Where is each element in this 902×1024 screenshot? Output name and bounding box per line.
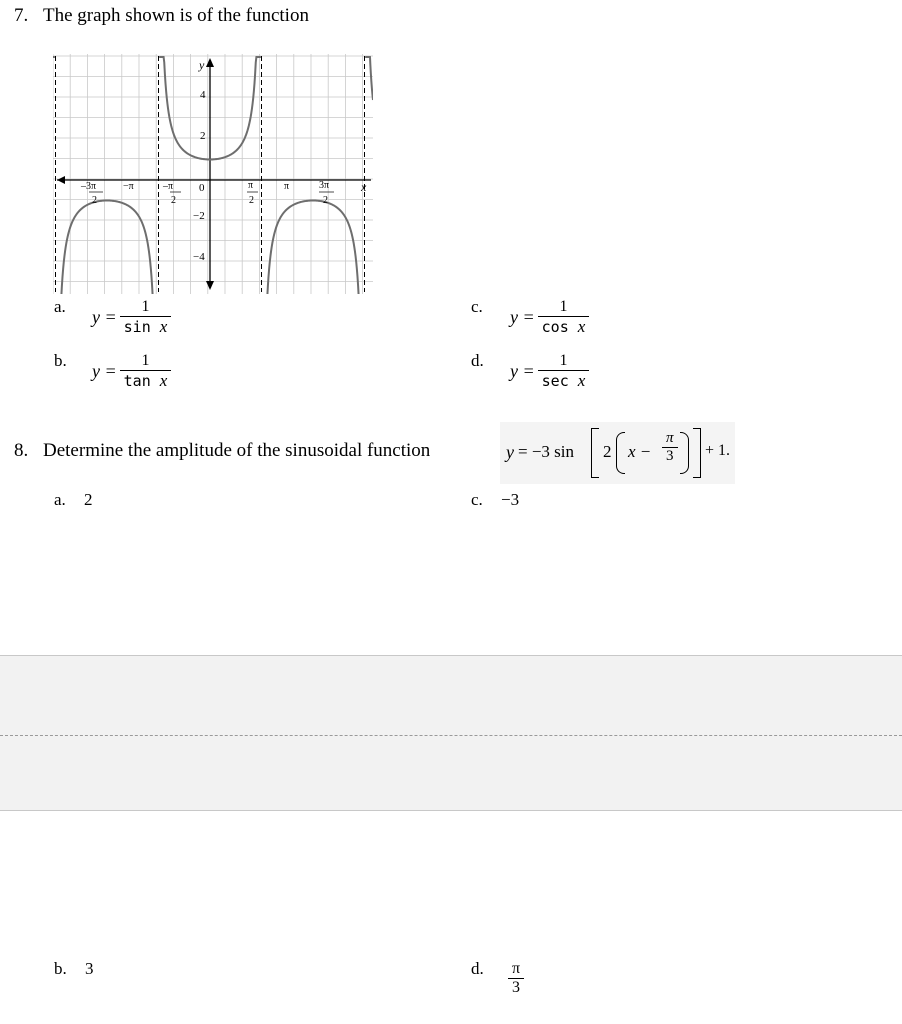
q7-option-d[interactable] bbox=[510, 352, 589, 391]
q8-option-a[interactable] bbox=[54, 490, 93, 510]
x-tick-neg-pi2-den: 2 bbox=[171, 195, 176, 206]
sec-curve-branch bbox=[365, 57, 373, 100]
q8-option-c[interactable] bbox=[471, 490, 519, 510]
x-axis-label: x bbox=[361, 180, 367, 194]
x-tick-3pi2-den: 2 bbox=[323, 195, 328, 206]
question-8-number: 8. bbox=[14, 440, 29, 461]
y-axis-up-arrow bbox=[206, 58, 214, 67]
q7-option-a-label: a. bbox=[54, 297, 66, 316]
y-tick-neg4: −4 bbox=[193, 251, 205, 263]
graph-grid bbox=[53, 54, 373, 294]
q7-option-a-num: 1 bbox=[141, 298, 150, 315]
q7-option-c-var: x bbox=[577, 317, 586, 336]
q7-option-b-label: b. bbox=[54, 351, 67, 370]
q8-option-d[interactable] bbox=[471, 959, 484, 979]
y-tick-0: 0 bbox=[199, 182, 205, 194]
q8-eq-frac-num: π bbox=[666, 430, 674, 446]
q7-option-a-fn: sin bbox=[123, 318, 151, 336]
q7-option-c-fn: cos bbox=[541, 318, 569, 336]
x-tick-neg-pi: −π bbox=[123, 181, 134, 192]
graph-axes bbox=[57, 58, 371, 290]
q8-option-a-value: 2 bbox=[84, 490, 93, 509]
y-axis-down-arrow bbox=[206, 281, 214, 290]
y-tick-2: 2 bbox=[200, 130, 206, 142]
left-bracket bbox=[591, 428, 599, 478]
x-tick-pi2-den: 2 bbox=[249, 195, 254, 206]
q7-option-c[interactable] bbox=[510, 298, 589, 337]
graph-labels bbox=[80, 58, 367, 263]
q8-option-b-value: 3 bbox=[85, 959, 94, 978]
graph-curves bbox=[53, 57, 373, 294]
secant-graph bbox=[53, 54, 373, 294]
q8-eq-var: x − bbox=[628, 442, 652, 461]
y-tick-neg2: −2 bbox=[193, 210, 205, 222]
page-break-dashes bbox=[0, 735, 902, 736]
q7-option-d-var: x bbox=[577, 371, 586, 390]
q7-option-b[interactable] bbox=[92, 352, 171, 391]
q8-option-d-label: d. bbox=[471, 959, 484, 978]
q8-eq-lhs-visible: = −3 sin bbox=[518, 442, 575, 461]
q7-option-a-var: x bbox=[159, 317, 168, 336]
question-8-text: Determine the amplitude of the sinusoidal function bbox=[43, 440, 431, 461]
q8-option-b-label: b. bbox=[54, 959, 67, 978]
x-tick-3pi2-num: 3π bbox=[319, 180, 330, 191]
q7-option-a-lhs: y = bbox=[92, 307, 117, 327]
q8-option-d-den: 3 bbox=[508, 978, 524, 997]
x-tick-pi: π bbox=[284, 181, 290, 192]
q8-option-a-label: a. bbox=[54, 490, 66, 509]
q7-option-b-num: 1 bbox=[141, 352, 150, 369]
right-bracket bbox=[693, 428, 701, 478]
q8-option-c-label: c. bbox=[471, 490, 483, 509]
question-7 bbox=[14, 5, 309, 27]
y-axis-label: y bbox=[199, 58, 205, 72]
question-7-text: The graph shown is of the function bbox=[43, 5, 309, 26]
question-7-number: 7. bbox=[14, 5, 29, 26]
x-tick-neg-3pi2-den: 2 bbox=[92, 195, 97, 206]
x-tick-neg-pi2-num: –π bbox=[163, 181, 174, 192]
x-tick-pi2-num: π bbox=[248, 180, 254, 191]
q7-option-c-lhs: y = bbox=[510, 307, 535, 327]
q8-eq-frac bbox=[662, 430, 678, 465]
q7-option-b-lhs: y = bbox=[92, 361, 117, 381]
y-tick-4: 4 bbox=[200, 89, 206, 101]
q7-option-b-var: x bbox=[159, 371, 168, 390]
x-tick-neg-3pi2-num: –3π bbox=[81, 181, 97, 192]
page-break-band bbox=[0, 656, 902, 810]
q8-option-d-num: π bbox=[512, 960, 521, 977]
q7-option-c-num: 1 bbox=[559, 298, 568, 315]
band-bottom-border bbox=[0, 810, 902, 811]
question-8 bbox=[14, 440, 430, 462]
q7-option-d-num: 1 bbox=[559, 352, 568, 369]
left-paren bbox=[616, 432, 625, 474]
q8-option-c-value: −3 bbox=[501, 490, 520, 509]
q7-option-b-fn: tan bbox=[123, 372, 151, 390]
q8-option-d-frac bbox=[508, 960, 524, 997]
q8-eq-frac-den: 3 bbox=[662, 447, 678, 465]
q7-option-d-fn: sec bbox=[541, 372, 569, 390]
q7-option-c-label: c. bbox=[471, 297, 483, 316]
right-paren bbox=[680, 432, 689, 474]
q7-option-d-lhs: y = bbox=[510, 361, 535, 381]
q8-option-b[interactable] bbox=[54, 959, 94, 979]
q8-eq-coef: 2 bbox=[603, 442, 612, 461]
q8-equation: y = −3 sin 2 x − $\frac{\pi}{3}$ + 1. bbox=[500, 422, 735, 484]
q8-eq-tail: + 1. bbox=[705, 442, 731, 459]
q7-option-d-label: d. bbox=[471, 351, 484, 370]
x-axis-left-arrow bbox=[57, 176, 65, 184]
sec-curve-branch bbox=[262, 201, 364, 295]
sec-curve-branch bbox=[56, 201, 158, 295]
q7-option-a[interactable] bbox=[92, 298, 171, 337]
